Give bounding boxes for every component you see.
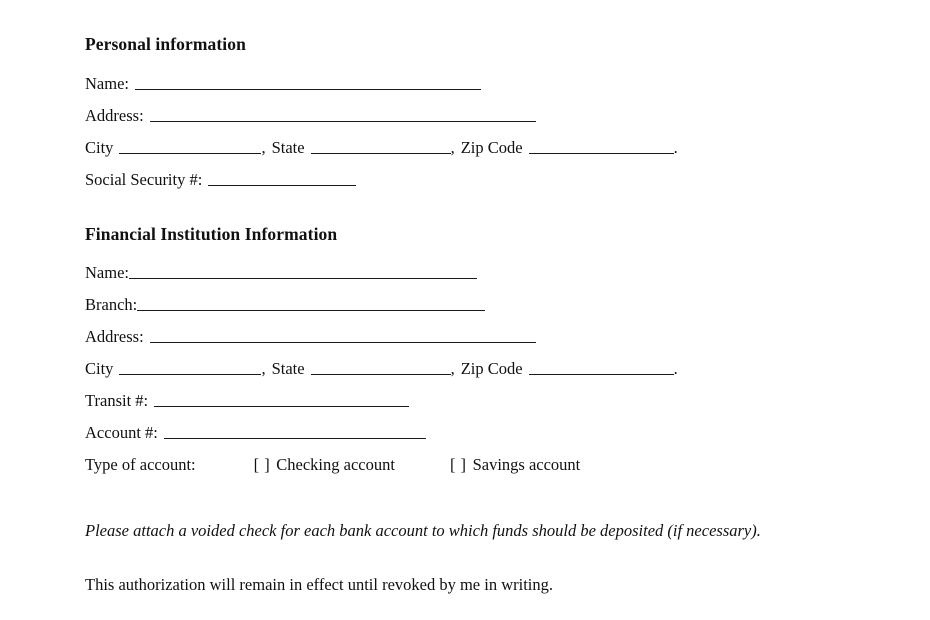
section-spacer	[85, 196, 920, 226]
field-blank-account-number[interactable]	[164, 422, 426, 439]
field-row-transit-number	[85, 385, 920, 417]
field-label-state: State	[271, 137, 305, 157]
field-blank-institution-city[interactable]	[119, 358, 261, 375]
field-row-city-state-zip	[85, 132, 920, 164]
field-label-transit-number: Transit #:	[85, 391, 149, 410]
field-label-address: Address:	[85, 105, 144, 125]
voided-check-note: Please attach a voided check for each bank account to which funds should be deposited (if necessary).	[85, 521, 761, 540]
section-financial-institution-information	[85, 223, 920, 482]
field-label-account-type: Type of account:	[85, 455, 196, 474]
checkbox-option-savings[interactable]	[450, 455, 580, 474]
field-blank-branch[interactable]	[137, 294, 485, 311]
field-row-institution-address	[85, 321, 920, 353]
field-label-zip-code: Zip Code	[460, 137, 523, 157]
field-label-institution-zip-code: Zip Code	[460, 359, 523, 378]
field-blank-institution-name[interactable]	[129, 262, 477, 279]
field-blank-institution-state[interactable]	[311, 358, 451, 375]
checkbox-checking-box[interactable]: [ ]	[253, 455, 271, 474]
field-label-account-number: Account #:	[85, 423, 158, 442]
document-body	[85, 36, 920, 601]
field-row-address	[85, 100, 920, 132]
statement-spacer	[85, 547, 920, 569]
field-blank-name[interactable]	[135, 73, 481, 90]
checkbox-savings-box[interactable]: [ ]	[449, 455, 467, 474]
terminal-period-zip: .	[673, 137, 678, 157]
field-label-branch: Branch:	[85, 295, 138, 314]
separator-comma-institution-city: ,	[261, 359, 266, 378]
field-label-name: Name:	[85, 73, 129, 93]
field-blank-social-security[interactable]	[208, 169, 356, 186]
field-label-institution-address: Address:	[85, 327, 144, 346]
field-row-institution-city-state-zip	[85, 353, 920, 385]
field-label-institution-city: City	[85, 359, 114, 378]
field-label-institution-name: Name:	[85, 263, 129, 282]
field-row-social-security	[85, 164, 920, 196]
section-heading-financial-institution: Financial Institution Information	[85, 223, 338, 244]
field-blank-transit-number[interactable]	[154, 390, 409, 407]
separator-comma-city: ,	[261, 137, 266, 157]
authorization-statement: This authorization will remain in effect until revoked by me in writing.	[85, 575, 553, 594]
field-blank-address[interactable]	[150, 105, 536, 122]
field-blank-zip-code[interactable]	[529, 137, 674, 154]
field-row-account-type	[85, 449, 920, 481]
field-label-city: City	[85, 137, 114, 157]
field-label-social-security: Social Security #:	[85, 169, 203, 189]
terminal-period-institution-zip: .	[673, 359, 678, 378]
checkbox-checking-label: Checking account	[276, 455, 395, 474]
checkbox-savings-label: Savings account	[472, 455, 581, 474]
field-row-institution-name	[85, 257, 920, 289]
note-spacer	[85, 481, 920, 515]
checkbox-option-checking[interactable]	[254, 455, 395, 474]
field-row-branch	[85, 289, 920, 321]
field-blank-state[interactable]	[311, 137, 451, 154]
section-heading-personal-information: Personal information	[85, 34, 246, 54]
field-row-name	[85, 68, 920, 100]
field-label-institution-state: State	[271, 359, 305, 378]
separator-comma-institution-state: ,	[450, 359, 455, 378]
field-blank-institution-zip-code[interactable]	[529, 358, 674, 375]
field-row-account-number	[85, 417, 920, 449]
field-blank-city[interactable]	[119, 137, 261, 154]
section-personal-information	[85, 36, 920, 196]
separator-comma-state: ,	[450, 137, 455, 157]
field-blank-institution-address[interactable]	[150, 326, 536, 343]
